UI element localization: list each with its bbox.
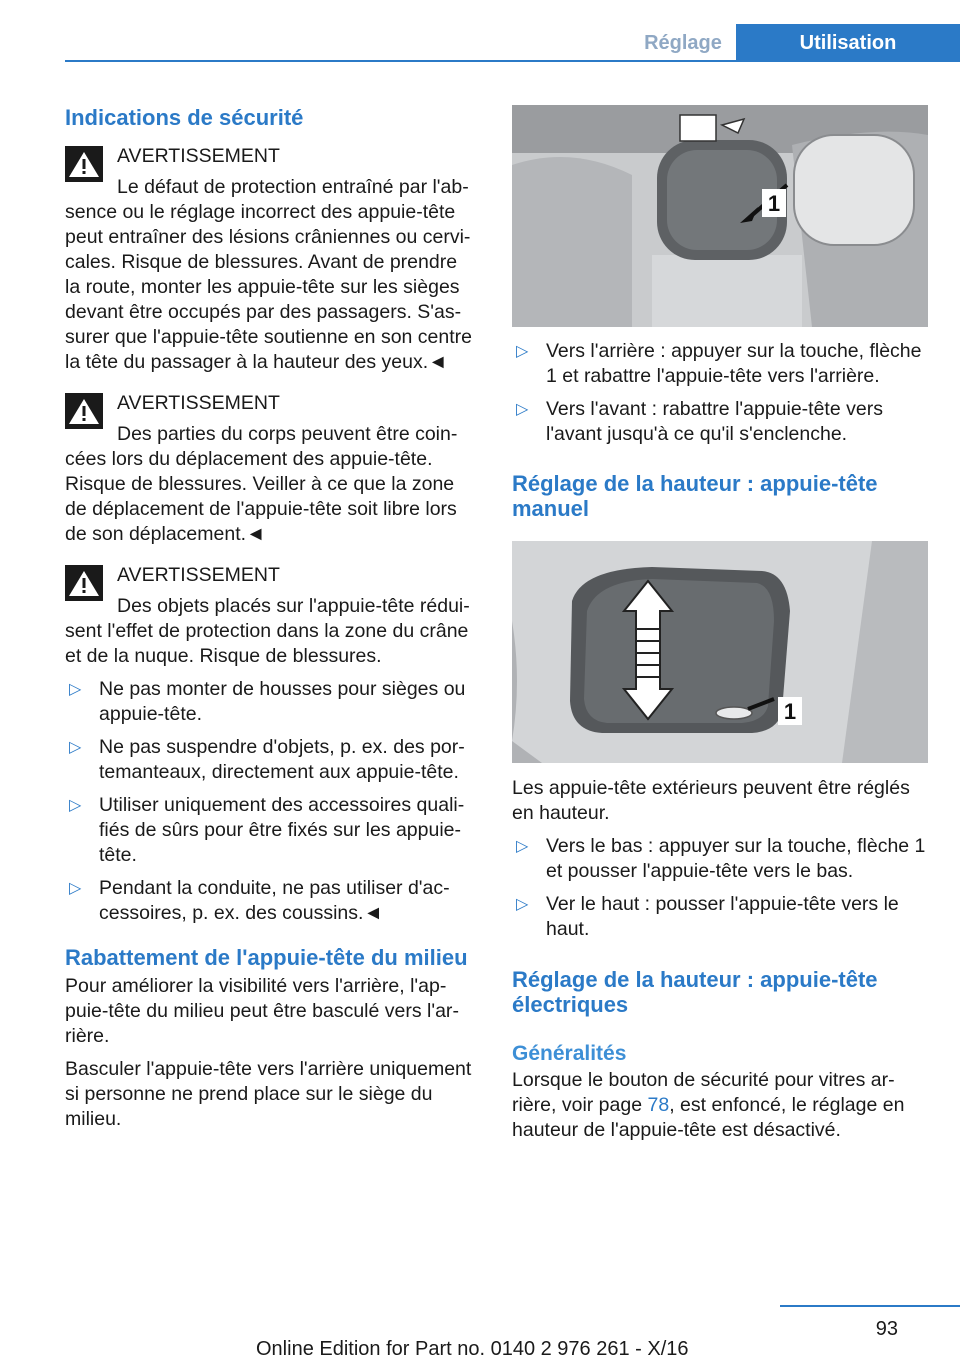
height-bullet-list (512, 834, 928, 942)
warning-triangle-icon (65, 393, 103, 429)
list-item: ▷ Utiliser uniquement des accessoires qualifiés de sûrs pour être fixés sur les appuie-tête. (69, 794, 465, 866)
fold-bullet-list (512, 339, 928, 447)
list-item: ▷ Pendant la conduite, ne pas utiliser d'accessoires, p. ex. des coussins.◄ (69, 877, 450, 924)
paragraph: Les appuie-tête extérieurs peuvent être réglés en hauteur. (512, 777, 910, 824)
warning-text: Le défaut de protection entraîné par l'absence ou le réglage incorrect des appuie-tête peut entraîner des lésions crâniennes ou cervicales. Risque de blessures. Avant de prendre la route, monter les appuie-tête sur les sièges devant être occupés par des passagers. S'assurer que l'appuie-tête soutienne en son centre la tête du passager à la hauteur des yeux.◄ (65, 176, 472, 373)
left-column (65, 100, 477, 1132)
warning-block-2 (65, 391, 477, 547)
tab-utilisation[interactable]: Utilisation (736, 24, 960, 62)
paragraph: Lorsque le bouton de sécurité pour vitres arrière, voir page 78, est enfoncé, le réglage en hauteur de l'appuie-tête est désactivé. (512, 1069, 905, 1141)
list-item: ▷ Vers le bas : appuyer sur la touche, flèche 1 et pousser l'appuie-tête vers le bas. (516, 835, 926, 882)
list-item: ▷ Vers l'avant : rabattre l'appuie-tête vers l'avant jusqu'à ce qu'il s'enclenche. (516, 398, 883, 445)
paragraph: Pour améliorer la visibilité vers l'arrière, l'appuie-tête du milieu peut être basculé vers l'arrière. (65, 975, 459, 1047)
warning-triangle-icon (65, 565, 103, 601)
bullet-triangle-icon: ▷ (69, 681, 82, 698)
warning-block-1 (65, 144, 477, 375)
warning-title: AVERTISSEMENT (117, 564, 280, 586)
warning-triangle-icon (65, 146, 103, 182)
page-number: 93 (875, 1318, 898, 1340)
page-link-78[interactable]: 78 (647, 1094, 670, 1116)
list-item: ▷ Ne pas suspendre d'objets, p. ex. des portemanteaux, directement aux appuie-tête. (69, 736, 465, 783)
headrest-fold-illustration (512, 105, 928, 327)
list-item: ▷ Vers l'arrière : appuyer sur la touche, flèche 1 et rabattre l'appuie-tête vers l'arrière. (516, 340, 922, 387)
bullet-triangle-icon: ▷ (69, 739, 82, 756)
list-item: ▷ Ne pas monter de housses pour sièges ou appuie-tête. (69, 678, 466, 725)
warning-text: Des parties du corps peuvent être coincées lors du déplacement des appuie-tête. Risque de blessures. Veiller à ce que la zone de déplacement de l'appuie-tête soit libre lors de son déplacement.◄ (65, 423, 458, 545)
safety-bullet-list (65, 677, 477, 926)
warning-block-3 (65, 563, 477, 669)
figure-label-1: 1 (783, 699, 797, 724)
tab-reglage[interactable]: Réglage (644, 31, 722, 54)
bullet-triangle-icon: ▷ (516, 343, 529, 360)
right-column (512, 100, 928, 1143)
bullet-triangle-icon: ▷ (516, 896, 529, 913)
heading-electric-height: Réglage de la hauteur : appuie-tête électriques (512, 967, 878, 1017)
warning-title: AVERTISSEMENT (117, 145, 280, 167)
headrest-height-illustration (512, 541, 928, 763)
heading-safety: Indications de sécurité (65, 105, 304, 130)
header-rule (65, 60, 960, 62)
bullet-triangle-icon: ▷ (69, 880, 82, 897)
paragraph: Basculer l'appuie-tête vers l'arrière uniquement si personne ne prend place sur le siège du milieu. (65, 1058, 472, 1130)
footer-rule (780, 1305, 960, 1307)
list-item: ▷ Ver le haut : pousser l'appuie-tête vers le haut. (516, 893, 899, 940)
figure-headrest-fold (512, 105, 928, 327)
bullet-triangle-icon: ▷ (516, 838, 529, 855)
subheading-generalites: Généralités (512, 1042, 627, 1065)
warning-text: Des objets placés sur l'appuie-tête réduisent l'effet de protection dans la zone du crâne et de la nuque. Risque de blessures. (65, 595, 470, 667)
warning-title: AVERTISSEMENT (117, 392, 280, 414)
figure-label-1: 1 (767, 191, 781, 216)
figure-headrest-height (512, 541, 928, 763)
heading-manual-height: Réglage de la hauteur : appuie-tête manuel (512, 471, 878, 521)
bullet-triangle-icon: ▷ (516, 401, 529, 418)
bullet-triangle-icon: ▷ (69, 797, 82, 814)
edition-footer: Online Edition for Part no. 0140 2 976 261 - X/16 (256, 1338, 689, 1360)
heading-folding: Rabattement de l'appuie-tête du milieu (65, 945, 468, 970)
